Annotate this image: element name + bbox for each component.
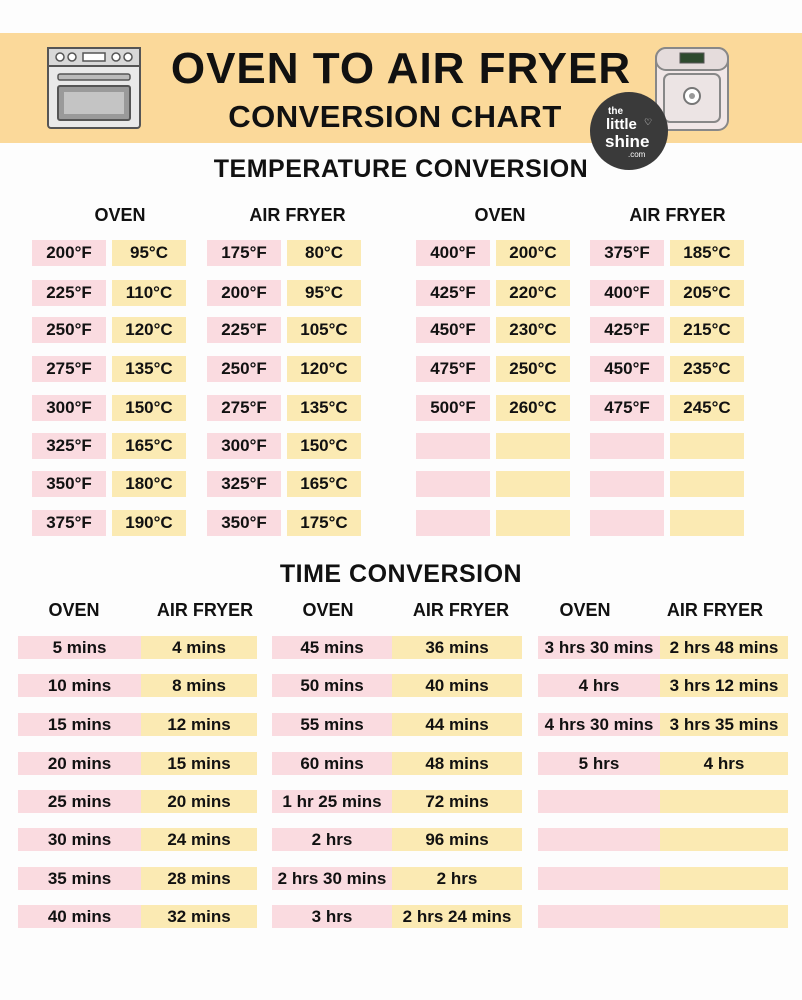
- temperature-cell: 200°F: [207, 280, 281, 306]
- temperature-section-title: TEMPERATURE CONVERSION: [213, 155, 589, 183]
- page-title: OVEN TO AIR FRYER: [170, 44, 632, 93]
- time-fryer-cell: 2 hrs: [392, 867, 522, 890]
- temperature-cell: 110°C: [112, 280, 186, 306]
- temperature-cell: [670, 471, 744, 497]
- temperature-cell: 325°F: [32, 433, 106, 459]
- time-fryer-cell: 32 mins: [141, 905, 257, 928]
- logo-text-domain: .com: [628, 150, 646, 159]
- time-oven-cell: 2 hrs 30 mins: [272, 867, 392, 890]
- time-fryer-cell: 12 mins: [141, 713, 257, 736]
- temperature-cell: 375°F: [32, 510, 106, 536]
- time-oven-cell: 40 mins: [18, 905, 141, 928]
- temperature-cell: [590, 433, 664, 459]
- temperature-cell: 250°F: [207, 356, 281, 382]
- time-oven-cell: [538, 905, 660, 928]
- time-fryer-cell: 8 mins: [141, 674, 257, 697]
- time-oven-cell: 60 mins: [272, 752, 392, 775]
- time-header-3: AIR FRYER: [412, 600, 510, 620]
- heart-icon: ♡: [644, 117, 653, 127]
- temperature-cell: 250°F: [32, 317, 106, 343]
- time-oven-cell: 5 mins: [18, 636, 141, 659]
- temperature-cell: [416, 433, 490, 459]
- temperature-cell: 275°F: [32, 356, 106, 382]
- temperature-cell: [416, 471, 490, 497]
- temperature-cell: 95°C: [287, 280, 361, 306]
- time-fryer-cell: 28 mins: [141, 867, 257, 890]
- time-fryer-cell: 24 mins: [141, 828, 257, 851]
- temperature-cell: 180°C: [112, 471, 186, 497]
- temperature-cell: 260°C: [496, 395, 570, 421]
- temperature-cell: [496, 471, 570, 497]
- temperature-cell: [496, 433, 570, 459]
- time-oven-cell: 25 mins: [18, 790, 141, 813]
- temperature-cell: 190°C: [112, 510, 186, 536]
- temperature-cell: 225°F: [207, 317, 281, 343]
- time-oven-cell: 15 mins: [18, 713, 141, 736]
- temperature-cell: 225°F: [32, 280, 106, 306]
- time-fryer-cell: 20 mins: [141, 790, 257, 813]
- temperature-cell: 350°F: [32, 471, 106, 497]
- time-section-title: TIME CONVERSION: [279, 560, 523, 588]
- temperature-cell: 120°C: [287, 356, 361, 382]
- temperature-cell: 95°C: [112, 240, 186, 266]
- time-oven-cell: 50 mins: [272, 674, 392, 697]
- time-fryer-cell: [660, 867, 788, 890]
- time-oven-cell: 4 hrs 30 mins: [538, 713, 660, 736]
- time-oven-cell: 45 mins: [272, 636, 392, 659]
- time-fryer-cell: 48 mins: [392, 752, 522, 775]
- time-oven-cell: 3 hrs: [272, 905, 392, 928]
- time-header-1: AIR FRYER: [156, 600, 254, 620]
- temperature-cell: 185°C: [670, 240, 744, 266]
- time-oven-cell: 3 hrs 30 mins: [538, 636, 660, 659]
- time-fryer-cell: [660, 828, 788, 851]
- temperature-cell: 300°F: [207, 433, 281, 459]
- time-oven-cell: 35 mins: [18, 867, 141, 890]
- temperature-cell: 120°C: [112, 317, 186, 343]
- temperature-header-1: AIR FRYER: [249, 205, 346, 225]
- time-oven-cell: 4 hrs: [538, 674, 660, 697]
- time-fryer-cell: 72 mins: [392, 790, 522, 813]
- temperature-cell: 135°C: [287, 395, 361, 421]
- time-fryer-cell: 3 hrs 12 mins: [660, 674, 788, 697]
- time-fryer-cell: 2 hrs 24 mins: [392, 905, 522, 928]
- temperature-cell: [590, 471, 664, 497]
- temperature-cell: 80°C: [287, 240, 361, 266]
- temperature-header-0: OVEN: [94, 205, 146, 225]
- time-fryer-cell: 36 mins: [392, 636, 522, 659]
- time-header-0: OVEN: [48, 600, 100, 620]
- time-fryer-cell: [660, 905, 788, 928]
- logo-text-little: little: [606, 116, 637, 133]
- time-oven-cell: 5 hrs: [538, 752, 660, 775]
- temperature-cell: 400°F: [416, 240, 490, 266]
- temperature-cell: 165°C: [287, 471, 361, 497]
- time-fryer-cell: 15 mins: [141, 752, 257, 775]
- time-header-5: AIR FRYER: [666, 600, 764, 620]
- temperature-cell: [670, 510, 744, 536]
- temperature-cell: 350°F: [207, 510, 281, 536]
- time-oven-cell: 30 mins: [18, 828, 141, 851]
- time-fryer-cell: 3 hrs 35 mins: [660, 713, 788, 736]
- time-oven-cell: [538, 790, 660, 813]
- time-oven-cell: [538, 867, 660, 890]
- temperature-cell: 230°C: [496, 317, 570, 343]
- time-header-4: OVEN: [559, 600, 611, 620]
- temperature-cell: [670, 433, 744, 459]
- time-oven-cell: [538, 828, 660, 851]
- temperature-cell: 325°F: [207, 471, 281, 497]
- temperature-cell: 105°C: [287, 317, 361, 343]
- temperature-cell: 235°C: [670, 356, 744, 382]
- temperature-cell: 500°F: [416, 395, 490, 421]
- time-oven-cell: 1 hr 25 mins: [272, 790, 392, 813]
- temperature-cell: 135°C: [112, 356, 186, 382]
- temperature-cell: 450°F: [416, 317, 490, 343]
- temperature-cell: 450°F: [590, 356, 664, 382]
- temperature-cell: 475°F: [590, 395, 664, 421]
- temperature-cell: 150°C: [112, 395, 186, 421]
- time-fryer-cell: 4 mins: [141, 636, 257, 659]
- temperature-header-3: AIR FRYER: [629, 205, 726, 225]
- temperature-cell: [416, 510, 490, 536]
- temperature-cell: [590, 510, 664, 536]
- temperature-cell: 200°F: [32, 240, 106, 266]
- time-fryer-cell: 44 mins: [392, 713, 522, 736]
- temperature-cell: 165°C: [112, 433, 186, 459]
- time-fryer-cell: [660, 790, 788, 813]
- time-fryer-cell: 2 hrs 48 mins: [660, 636, 788, 659]
- logo-text-shine: shine: [605, 132, 650, 151]
- temperature-cell: 175°C: [287, 510, 361, 536]
- temperature-cell: 375°F: [590, 240, 664, 266]
- temperature-cell: 220°C: [496, 280, 570, 306]
- temperature-cell: 175°F: [207, 240, 281, 266]
- temperature-cell: 400°F: [590, 280, 664, 306]
- time-oven-cell: 10 mins: [18, 674, 141, 697]
- temperature-cell: 150°C: [287, 433, 361, 459]
- temperature-header-2: OVEN: [474, 205, 526, 225]
- temperature-cell: 205°C: [670, 280, 744, 306]
- temperature-cell: 275°F: [207, 395, 281, 421]
- temperature-cell: 250°C: [496, 356, 570, 382]
- time-oven-cell: 55 mins: [272, 713, 392, 736]
- time-fryer-cell: 4 hrs: [660, 752, 788, 775]
- time-fryer-cell: 96 mins: [392, 828, 522, 851]
- logo-text-the: the: [608, 106, 623, 117]
- page-subtitle: CONVERSION CHART: [228, 99, 562, 134]
- time-fryer-cell: 40 mins: [392, 674, 522, 697]
- temperature-cell: 425°F: [416, 280, 490, 306]
- temperature-cell: 245°C: [670, 395, 744, 421]
- time-header-2: OVEN: [302, 600, 354, 620]
- temperature-cell: 300°F: [32, 395, 106, 421]
- temperature-cell: 215°C: [670, 317, 744, 343]
- temperature-cell: 425°F: [590, 317, 664, 343]
- time-oven-cell: 2 hrs: [272, 828, 392, 851]
- temperature-cell: [496, 510, 570, 536]
- temperature-cell: 200°C: [496, 240, 570, 266]
- temperature-cell: 475°F: [416, 356, 490, 382]
- time-oven-cell: 20 mins: [18, 752, 141, 775]
